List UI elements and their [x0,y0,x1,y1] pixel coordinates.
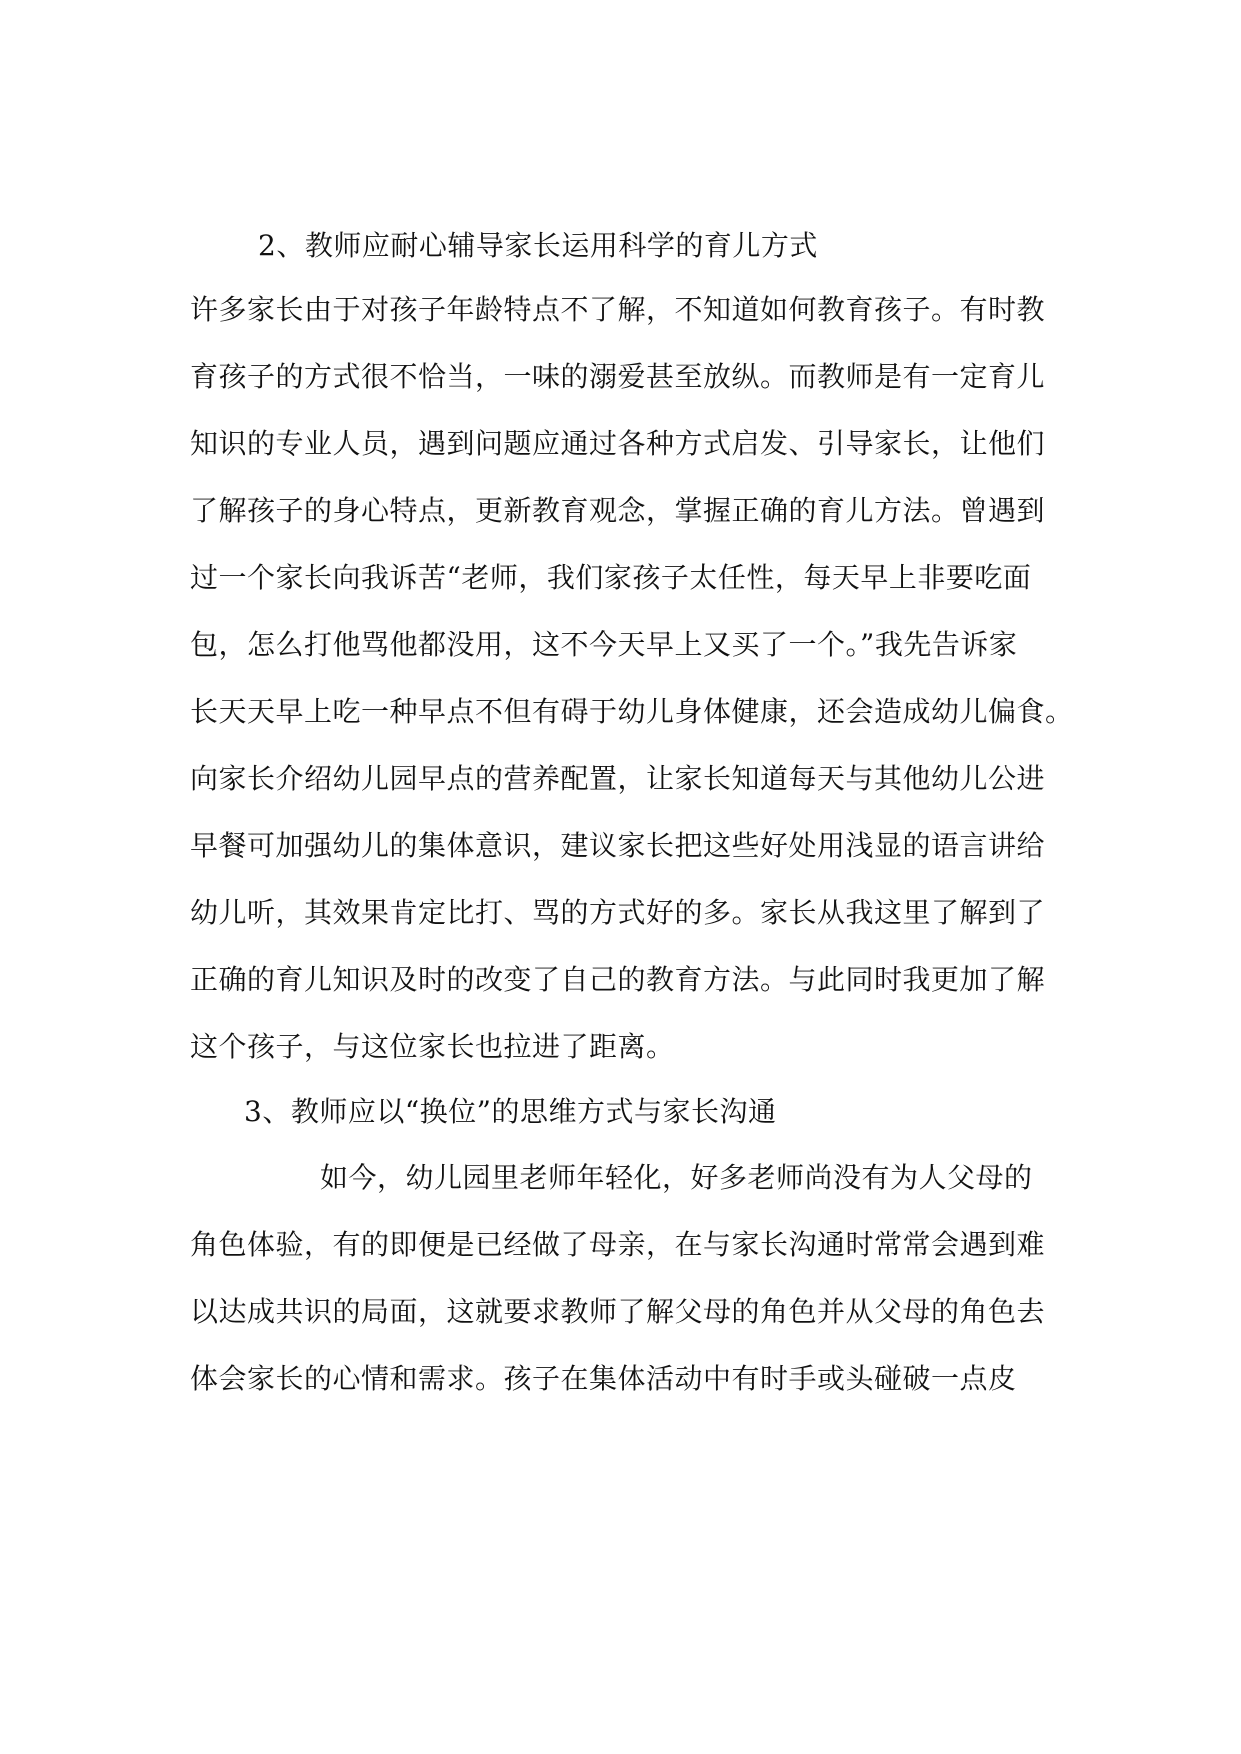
paragraph-line: 过一个家长向我诉苦“老师，我们家孩子太任性，每天早上非要吃面 [190,561,1032,594]
paragraph-line: 许多家长由于对孩子年龄特点不了解，不知道如何教育孩子。有时教 [190,293,1046,326]
paragraph-line: 长天天早上吃一种早点不但有碍于幼儿身体健康，还会造成幼儿偏食。 [190,695,1074,728]
paragraph-line: 如今，幼儿园里老师年轻化，好多老师尚没有为人父母的 [320,1161,1033,1194]
paragraph-line: 这个孩子，与这位家长也拉进了距离。 [190,1030,675,1063]
section-heading-3: 3、教师应以“换位”的思维方式与家长沟通 [244,1095,777,1128]
paragraph-line: 幼儿听，其效果肯定比打、骂的方式好的多。家长从我这里了解到了 [190,896,1046,929]
paragraph-line: 包，怎么打他骂他都没用，这不今天早上又买了一个。”我先告诉家 [190,628,1018,661]
paragraph-line: 了解孩子的身心特点，更新教育观念，掌握正确的育儿方法。曾遇到 [190,494,1046,527]
paragraph-line: 正确的育儿知识及时的改变了自己的教育方法。与此同时我更加了解 [190,963,1046,996]
section-heading-2: 2、教师应耐心辅导家长运用科学的育儿方式 [258,229,818,262]
paragraph-line: 向家长介绍幼儿园早点的营养配置，让家长知道每天与其他幼儿公进 [190,762,1046,795]
paragraph-line: 角色体验，有的即便是已经做了母亲，在与家长沟通时常常会遇到难 [190,1228,1046,1261]
paragraph-line: 体会家长的心情和需求。孩子在集体活动中有时手或头碰破一点皮 [190,1362,1017,1395]
paragraph-line: 育孩子的方式很不恰当，一味的溺爱甚至放纵。而教师是有一定育儿 [190,360,1046,393]
paragraph-line: 早餐可加强幼儿的集体意识，建议家长把这些好处用浅显的语言讲给 [190,829,1046,862]
paragraph-line: 知识的专业人员，遇到问题应通过各种方式启发、引导家长，让他们 [190,427,1046,460]
paragraph-line: 以达成共识的局面，这就要求教师了解父母的角色并从父母的角色去 [190,1295,1046,1328]
